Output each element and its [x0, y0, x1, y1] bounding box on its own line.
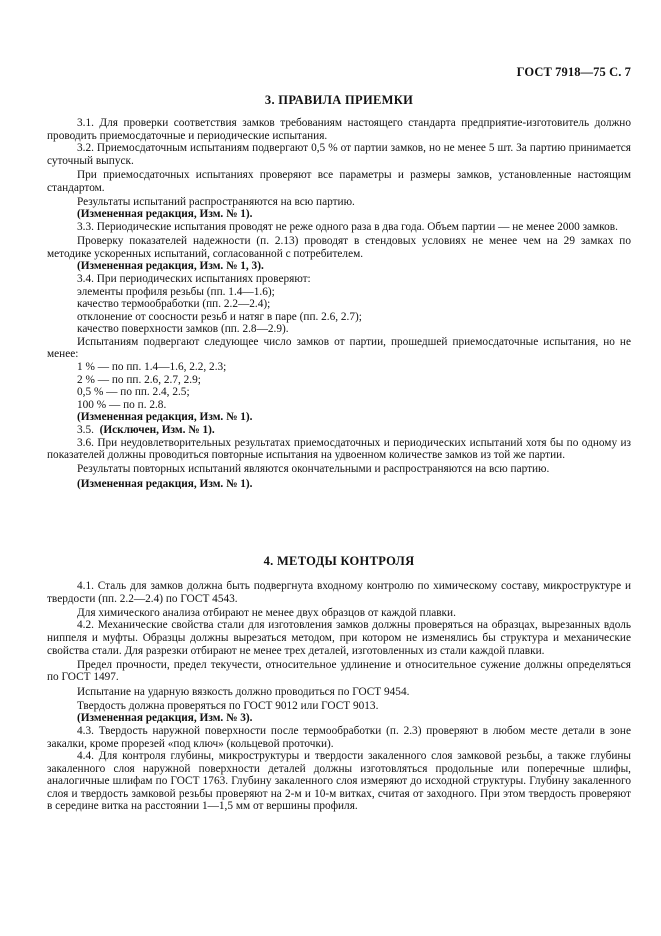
paragraph: Для химического анализа отбирают не менее двух образцов от каждой плавки.: [77, 606, 456, 619]
paragraph-3-3: 3.3. Периодические испытания проводят не реже одного раза в два года. Объем партии — не менее 2000 замков.: [77, 220, 618, 233]
paragraph-4-2: 4.2. Механические свойства стали для изготовления замков должны проверяться на образцах, вырезанных вдоль ниппеля и муфты. Образцы должны вырезаться методом, при котором не изменялись бы структура и механические свойства стали. Для разрезки отбирают не менее трех деталей, изготовленных из стали каждой плавки.: [47, 619, 631, 657]
section-4-body: [47, 580, 631, 813]
paragraph-4-4: 4.4. Для контроля глубины, микроструктуры и твердости закаленного слоя замковой резьбы, а также глубины закаленного слоя наружной поверхности деталей должны изготовляться продольные или поперечные шлифы, аналогичные шлифам по ГОСТ 1763. Глубину закаленного слоя измеряют до исходной структуры. Глубину закаленного слоя и твердость замковой резьбы проверяют на 2-м и 10-м витках, считая от заходного. При этом твердость проверяют в середине витка на расстоянии 1—1,5 мм от вершины профиля.: [47, 750, 631, 813]
section-4-title: 4. МЕТОДЫ КОНТРОЛЯ: [263, 554, 415, 568]
list-item: 2 % — по пп. 2.6, 2.7, 2.9;: [77, 373, 201, 386]
list-item: отклонение от соосности резьб и натяг в паре (пп. 2.6, 2.7);: [77, 310, 362, 323]
paragraph: Проверку показателей надежности (п. 2.13) проводят в стендовых условиях не менее чем на 29 замках по методике ускоренных испытаний, согласованной с потребителем.: [47, 235, 631, 260]
paragraph-4-3: 4.3. Твердость наружной поверхности после термообработки (п. 2.3) проверяют в любом месте детали в зоне закалки, кроме прорезей «под ключ» (кольцевой проточки).: [47, 724, 631, 750]
paragraph: Твердость должна проверяться по ГОСТ 9012 или ГОСТ 9013.: [77, 699, 379, 712]
section-3-body: [47, 117, 631, 490]
list-item: качество термообработки (пп. 2.2—2.4);: [77, 298, 271, 311]
paragraph-3-1: 3.1. Для проверки соответствия замков требованиям настоящего стандарта предприятие-изготовитель должно проводить приемосдаточные и периодические испытания.: [47, 117, 631, 142]
amendment-note: (Измененная редакция, Изм. № 1).: [77, 208, 253, 221]
paragraph: Предел прочности, предел текучести, относительное удлинение и относительное сужение должны определяться по ГОСТ 1497.: [47, 658, 631, 684]
paragraph-3-4: 3.4. При периодических испытаниях проверяют:: [77, 272, 311, 285]
excluded-note: (Исключен, Изм. № 1).: [99, 424, 215, 437]
list-item: 0,5 % — по пп. 2.4, 2.5;: [77, 386, 190, 399]
clause-number: 3.5.: [77, 424, 94, 437]
paragraph-3-6: 3.6. При неудовлетворительных результатах приемосдаточных и периодических испытаний хотя бы по одному из показателей должны проводиться повторные испытания на удвоенном количестве замков из той же партии.: [47, 436, 631, 462]
amendment-note: (Измененная редакция, Изм. № 3).: [77, 712, 253, 725]
list-item: 1 % — по пп. 1.4—1.6, 2.2, 2.3;: [77, 361, 227, 374]
amendment-note: (Измененная редакция, Изм. № 1, 3).: [77, 260, 264, 273]
running-head: ГОСТ 7918—75 С. 7: [516, 65, 631, 79]
list-item: качество поверхности замков (пп. 2.8—2.9).: [77, 323, 289, 336]
list-item: элементы профиля резьбы (пп. 1.4—1.6);: [77, 285, 275, 298]
amendment-note: (Измененная редакция, Изм. № 1).: [77, 411, 253, 424]
paragraph: Результаты повторных испытаний являются окончательными и распространяются на всю партию.: [77, 463, 550, 476]
paragraph: При приемосдаточных испытаниях проверяют все параметры и размеры замков, установленные настоящим стандартом.: [47, 168, 631, 194]
list-item: 100 % — по п. 2.8.: [77, 398, 167, 411]
paragraph-4-1: 4.1. Сталь для замков должна быть подвергнута входному контролю по химическому составу, микроструктуре и твердости (пп. 2.2—2.4) по ГОСТ 4543.: [47, 580, 631, 605]
paragraph: Испытание на ударную вязкость должно проводиться по ГОСТ 9454.: [77, 685, 410, 698]
section-3-title: 3. ПРАВИЛА ПРИЕМКИ: [264, 93, 414, 107]
paragraph: Результаты испытаний распространяются на всю партию.: [77, 195, 355, 208]
amendment-note: (Измененная редакция, Изм. № 1).: [77, 477, 253, 490]
paragraph-3-2: 3.2. Приемосдаточным испытаниям подвергают 0,5 % от партии замков, но не менее 5 шт. За партию принимается суточный выпуск.: [47, 142, 631, 167]
paragraph: Испытаниям подвергают следующее число замков от партии, прошедшей приемосдаточные испытания, но не менее:: [47, 335, 631, 361]
paragraph-3-5: [47, 424, 631, 437]
